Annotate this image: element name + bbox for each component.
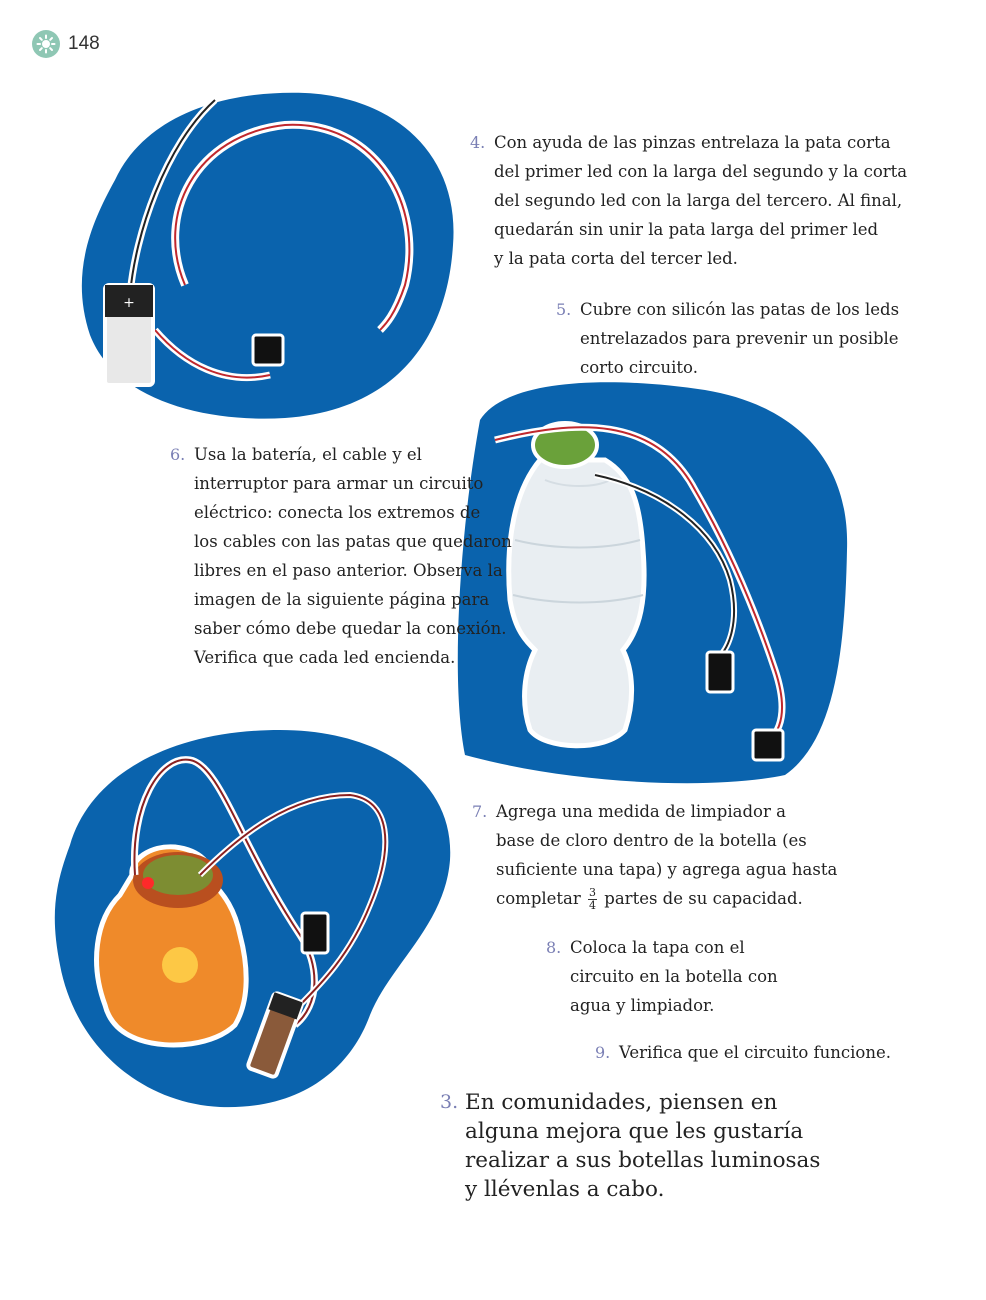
step-line: circuito en la botella con <box>570 967 778 986</box>
battery-wire-switch-illustration <box>75 85 465 425</box>
step-line: quedarán sin unir la pata larga del primer led <box>494 220 879 239</box>
step-line-fraction <box>496 884 837 913</box>
activity-3 <box>440 1088 821 1204</box>
step-8 <box>546 933 778 1020</box>
step-line: base de cloro dentro de la botella (es <box>496 831 807 850</box>
step-9 <box>595 1038 891 1067</box>
switch <box>707 652 733 692</box>
step-line: del segundo led con la larga del tercero. Al final, <box>494 191 903 210</box>
step-line: entrelazados para prevenir un posible <box>580 329 899 348</box>
switch <box>302 913 328 953</box>
step-line: imagen de la siguiente página para <box>194 590 490 609</box>
step-line: eléctrico: conecta los extremos de <box>194 503 481 522</box>
step-6 <box>170 440 512 672</box>
activity-line: realizar a sus botellas luminosas <box>465 1148 821 1173</box>
fraction-numerator: 3 <box>589 886 597 899</box>
step-line: Coloca la tapa con el <box>570 938 745 957</box>
step-number: 4. <box>470 133 486 152</box>
step-line: suficiente una tapa) y agrega agua hasta <box>496 860 838 879</box>
step-line: los cables con las patas que quedaron <box>194 532 512 551</box>
step-line: corto circuito. <box>580 358 698 377</box>
activity-number: 3. <box>440 1091 459 1113</box>
step-line: interruptor para armar un circuito <box>194 474 484 493</box>
activity-line: En comunidades, piensen en <box>465 1090 778 1115</box>
step-line: Cubre con silicón las patas de los leds <box>580 300 900 319</box>
step-line: Verifica que cada led encienda. <box>194 648 456 667</box>
svg-text:+: + <box>123 295 135 311</box>
step-5 <box>556 295 900 382</box>
lit-bottle-illustration <box>50 725 460 1110</box>
activity-line: y llévenlas a cabo. <box>465 1177 665 1202</box>
step-line: agua y limpiador. <box>570 996 715 1015</box>
step-line: libres en el paso anterior. Observa la <box>194 561 503 580</box>
battery <box>105 285 153 385</box>
step-4 <box>470 128 908 273</box>
fraction <box>588 887 597 912</box>
connector <box>753 730 783 760</box>
step-text: partes de su capacidad. <box>604 889 803 908</box>
step-number: 7. <box>472 802 488 821</box>
step-text: completar <box>496 889 581 908</box>
step-number: 9. <box>595 1043 611 1062</box>
step-line: Con ayuda de las pinzas entrelaza la pata corta <box>494 133 891 152</box>
page-number <box>32 30 100 58</box>
step-line: Verifica que el circuito funcione. <box>619 1043 891 1062</box>
bottle-circuit-illustration <box>455 380 855 785</box>
step-7 <box>472 797 838 913</box>
switch <box>253 335 283 365</box>
step-line: y la pata corta del tercer led. <box>494 249 738 268</box>
gear-sun-icon <box>32 30 60 58</box>
activity-line: alguna mejora que les gustaría <box>465 1119 804 1144</box>
fraction-denominator: 4 <box>589 899 597 912</box>
step-line: Agrega una medida de limpiador a <box>496 802 786 821</box>
step-number: 5. <box>556 300 572 319</box>
page-number-text: 148 <box>68 33 100 54</box>
step-line: del primer led con la larga del segundo y la corta <box>494 162 908 181</box>
step-line: saber cómo debe quedar la conexión. <box>194 619 507 638</box>
step-number: 6. <box>170 445 186 464</box>
step-number: 8. <box>546 938 562 957</box>
step-line: Usa la batería, el cable y el <box>194 445 422 464</box>
